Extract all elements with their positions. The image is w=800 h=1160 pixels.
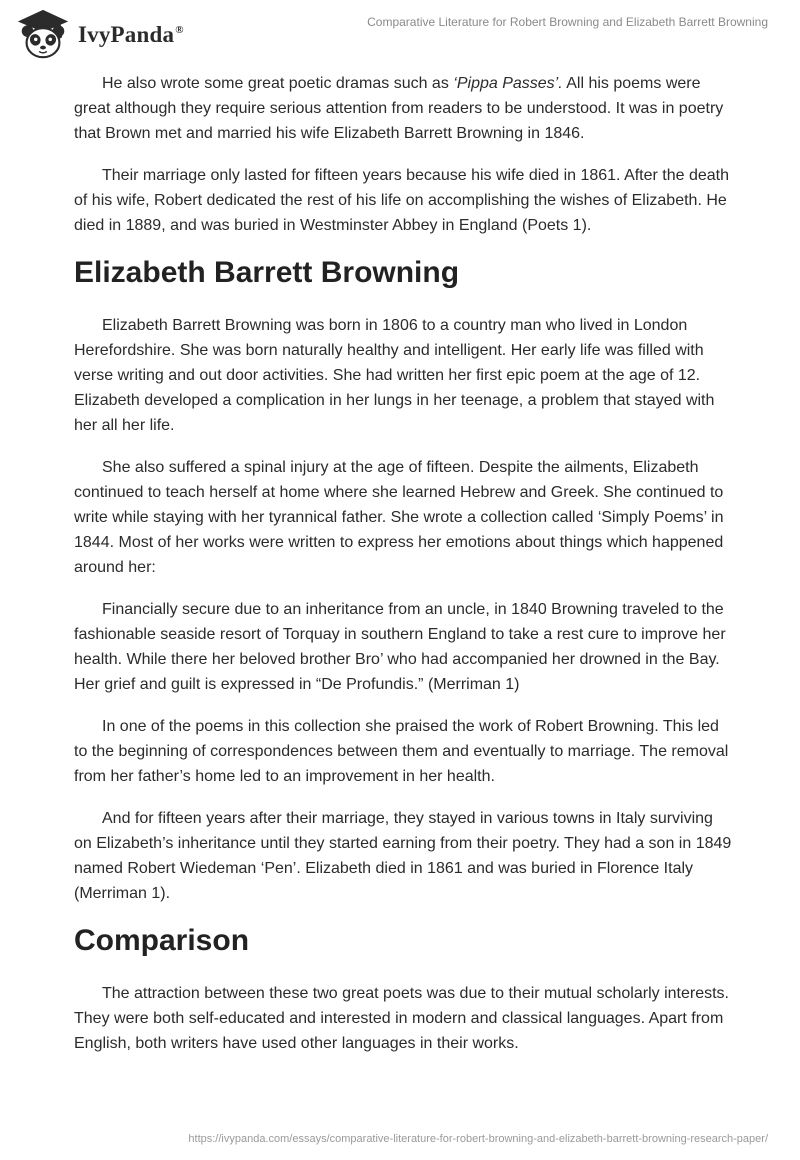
essay-body (74, 71, 734, 1073)
section-heading-elizabeth-barrett-browning: Elizabeth Barrett Browning (74, 256, 460, 289)
source-url[interactable]: https://ivypanda.com/essays/comparative-literature-for-robert-browning-and-elizabeth-barrett-browning-research-paper/ (188, 1133, 768, 1145)
page-header (0, 0, 800, 70)
quote-paragraph: Financially secure due to an inheritance from an uncle, in 1840 Browning traveled to the fashionable seaside resort of Torquay in southern England to take a rest cure to improve her health. While there her beloved brother Bro’ who had accompanied her drowned in the Bay. Her grief and guilt is expressed in “De Profundis.” (Merriman 1) (74, 601, 726, 693)
emphasized-title: ‘Pippa Passes’. (453, 75, 563, 92)
panda-graduation-cap-icon (14, 6, 72, 64)
paragraph: She also suffered a spinal injury at the age of fifteen. Despite the ailments, Elizabeth continued to teach herself at home where she learned Hebrew and Greek. She continued to write while staying with her tyrannical father. She wrote a collection called ‘Simply Poems’ in 1844. Most of her works were written to express her emotions about things which happened around her: (74, 459, 724, 576)
logo-wordmark: IvyPanda® (78, 22, 184, 47)
document-title: Comparative Literature for Robert Browning and Elizabeth Barrett Browning (367, 15, 768, 29)
paragraph: And for fifteen years after their marriage, they stayed in various towns in Italy surviving on Elizabeth’s inheritance until they started earning from their poetry. They had a son in 1849 named Robert Wiedeman ‘Pen’. Elizabeth died in 1861 and was buried in Florence Italy (Merriman 1). (74, 810, 732, 902)
registered-mark: ® (175, 24, 184, 37)
paragraph: Elizabeth Barrett Browning was born in 1806 to a country man who lived in London Herefordshire. She was born naturally healthy and intelligent. Her early life was filled with verse writing and out door activities. She had written her first epic poem at the age of 12. Elizabeth developed a complication in her lungs in her teenage, a problem that stayed with her all her life. (74, 317, 715, 434)
paragraph: In one of the poems in this collection she praised the work of Robert Browning. This led to the beginning of correspondences between them and eventually to marriage. The removal from her father’s home led to an improvement in her health. (74, 718, 729, 785)
paragraph: Their marriage only lasted for fifteen years because his wife died in 1861. After the death of his wife, Robert dedicated the rest of his life on accomplishing the wishes of Elizabeth. He died in 1889, and was buried in Westminster Abbey in England (Poets 1). (74, 167, 730, 234)
paragraph: The attraction between these two great poets was due to their mutual scholarly interests. They were both self-educated and interested in modern and classical languages. Apart from English, both writers have used other languages in their works. (74, 985, 729, 1052)
section-heading-comparison: Comparison (74, 924, 250, 957)
paragraph: He also wrote some great poetic dramas such as ‘Pippa Passes’. All his poems were great although they require serious attention from readers to be understood. It was in poetry that Brown met and married his wife Elizabeth Barrett Browning in 1846. (74, 75, 724, 142)
ivypanda-logo[interactable] (14, 6, 184, 64)
